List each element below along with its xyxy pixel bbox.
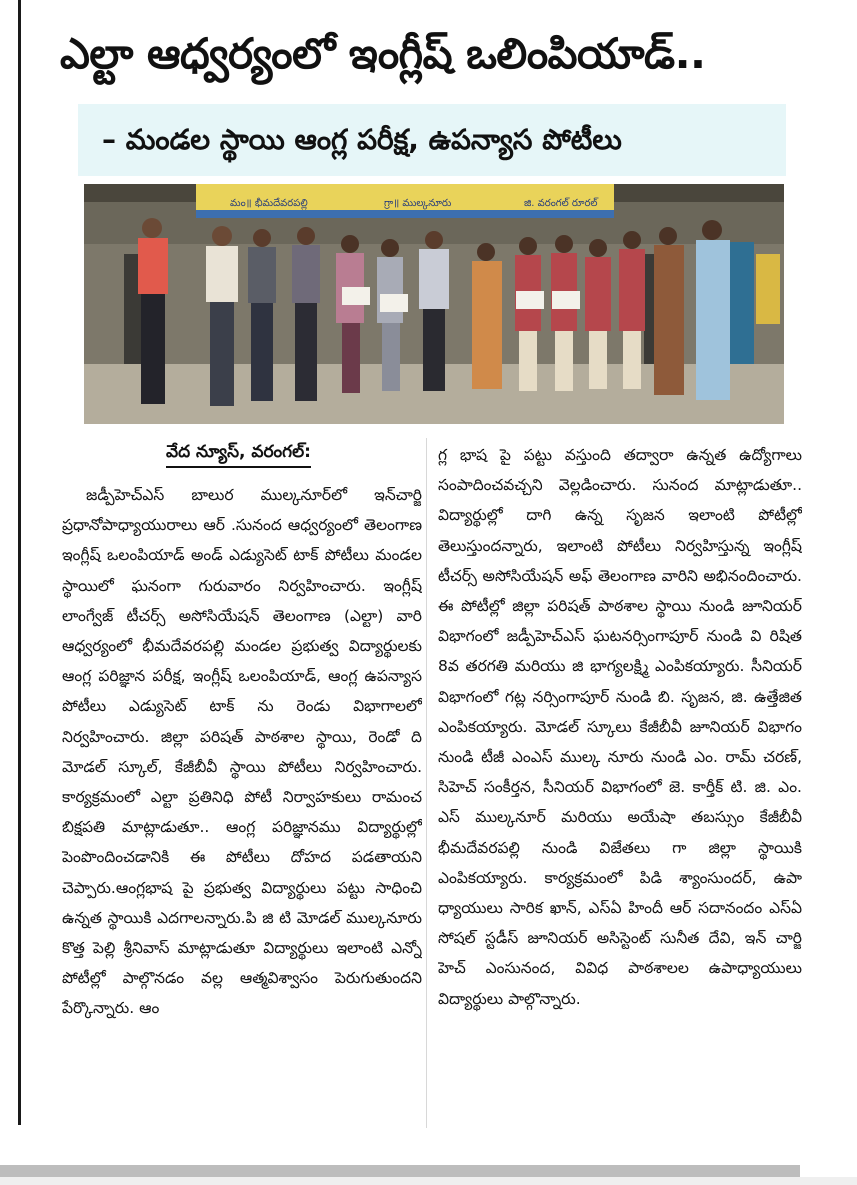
group-photo-illustration: [84, 184, 784, 424]
page-bottom-band: [0, 1165, 800, 1177]
byline: వేద న్యూస్, వరంగల్:: [166, 440, 311, 468]
page-bottom-edge: [0, 1177, 857, 1185]
article-paragraph-left: జడ్పీహెచ్ఎస్ బాలుర ముల్కనూర్‌లో ఇన్‌చార్జి ప్రధానోపాధ్యాయురాలు ఆర్ .సునంద ఆధ్వర్యంలో తెలంగాణ ఇంగ్లీష్ ఒలంపియాడ్ అండ్ ఎడ్యుసెట్ టాక్ పోటీలు మండల స్థాయిలో ఘనంగా గురువారం నిర్వహించారు. ఇంగ్లీష్ లాంగ్వేజ్ టీచర్స్ అసోసియేషన్ తెలంగాణ (ఎల్టా) వారి ఆధ్వర్యంలో భీమదేవరపల్లి మండల ప్రభుత్వ విద్యార్థులకు ఆంగ్ల పరిజ్ఞాన పరీక్ష, ఇంగ్లీష్ ఒలంపియాడ్, ఆంగ్ల ఉపన్యాస పోటీలు ఎడ్యుసెట్ టాక్ ను రెండు విభాగాలలో నిర్వహించారు. జిల్లా పరిషత్ పాఠశాల స్థాయి, రెండో ది మోడల్ స్కూల్, కేజీబీవీ స్థాయి పోటీలు నిర్వహించారు. కార్యక్రమంలో ఎల్టా ప్రతినిధి పోటీ నిర్వాహకులు రామంచ బిక్షపతి మాట్లాడుతూ.. ఆంగ్ల పరిజ్ఞానము విద్యార్థుల్లో పెంపొందించడానికి ఈ పోటీలు దోహద పడతాయని చెప్పారు.ఆంగ్లభాష పై ప్రభుత్వ విద్యార్థులు పట్టు సాధించి ఉన్నత స్థాయికి ఎదగాలన్నారు.పి జి టి మోడల్ ముల్కనూరు కొత్త పెల్లి శ్రీనివాస్ మాట్లాడుతూ విద్యార్థులు ఇలాంటి ఎన్నో పోటీల్లో పాల్గొనడం వల్ల ఆత్మవిశ్వాసం పెరుగుతుందని పేర్కొన్నారు. ఆం: [62, 486, 422, 1018]
banner-text-3: జి. వరంగల్ రూరల్: [524, 198, 598, 209]
news-photo: [84, 184, 784, 424]
column-divider: [426, 438, 427, 1128]
banner-text-1: మం॥ భీమదేవరపల్లి: [230, 198, 308, 209]
banner-text-2: గ్రా॥ ముల్కనూరు: [384, 198, 452, 209]
headline: ఎల్టా ఆధ్వర్యంలో ఇంగ్లీష్ ఒలింపియాడ్..: [60, 29, 706, 78]
article-column-left: [62, 480, 422, 1120]
article-column-right: [438, 440, 802, 1130]
subheadline-box: [78, 104, 786, 176]
subheadline: – మండల స్థాయి ఆంగ్ల పరీక్ష, ఉపన్యాస పోటీలు: [102, 123, 622, 156]
column-rule: [18, 0, 21, 1125]
article-paragraph-right: గ్ల భాష పై పట్టు వస్తుంది తద్వారా ఉన్నత ఉద్యోగాలు సంపాదించవచ్చని వెల్లడించారు. సునంద మాట్లాడుతూ.. విద్యార్థుల్లో దాగి ఉన్న సృజన ఇలాంటి పోటీల్లో తెలుస్తుందన్నారు, ఇలాంటి పోటీలు నిర్వహిస్తున్న ఇంగ్లీష్ టీచర్స్ అసోసియేషన్ అఫ్ తెలంగాణ వారిని అభినందించారు. ఈ పోటీల్లో జిల్లా పరిషత్ పాఠశాల స్థాయి నుండి జూనియర్ విభాగంలో జడ్పీహెచ్ఎస్ ఘటనర్సింగాపూర్ నుండి వి రిషిత 8వ తరగతి మరియు జి భాగ్యలక్ష్మి ఎంపికయ్యారు. సీనియర్ విభాగంలో గట్ల నర్సింగాపూర్ నుండి బి. సృజన, జి. ఉత్తేజిత ఎంపికయ్యారు. మోడల్ స్కూలు కేజీబీవీ జూనియర్ విభాగం నుండి టీజీ ఎంఎస్ ముల్క నూరు నుండి ఎం. రామ్ చరణ్, సిహెచ్ సంకీర్తన, సీనియర్ విభాగంలో జె. కార్తీక్ టి. జి. ఎం. ఎస్ ముల్కనూర్ మరియు అయేషా తబస్సుం కేజీబీవీ భీమదేవరపల్లి నుండి విజేతలు గా జిల్లా స్థాయికి ఎంపికయ్యారు. కార్యక్రమంలో పిడి శ్యాంసుందర్, ఉపా ధ్యాయులు సారిక ఖాన్, ఎస్ఏ హిందీ ఆర్ సదానందం ఎస్ఏ సోషల్ స్టడీస్ జూనియర్ అసిస్టెంట్ సునీత దేవి, ఇన్ చార్జి హెచ్ ఎంసునంద, వివిధ పాఠశాలల ఉపాధ్యాయులు విద్యార్థులు పాల్గొన్నారు.: [438, 446, 802, 1008]
